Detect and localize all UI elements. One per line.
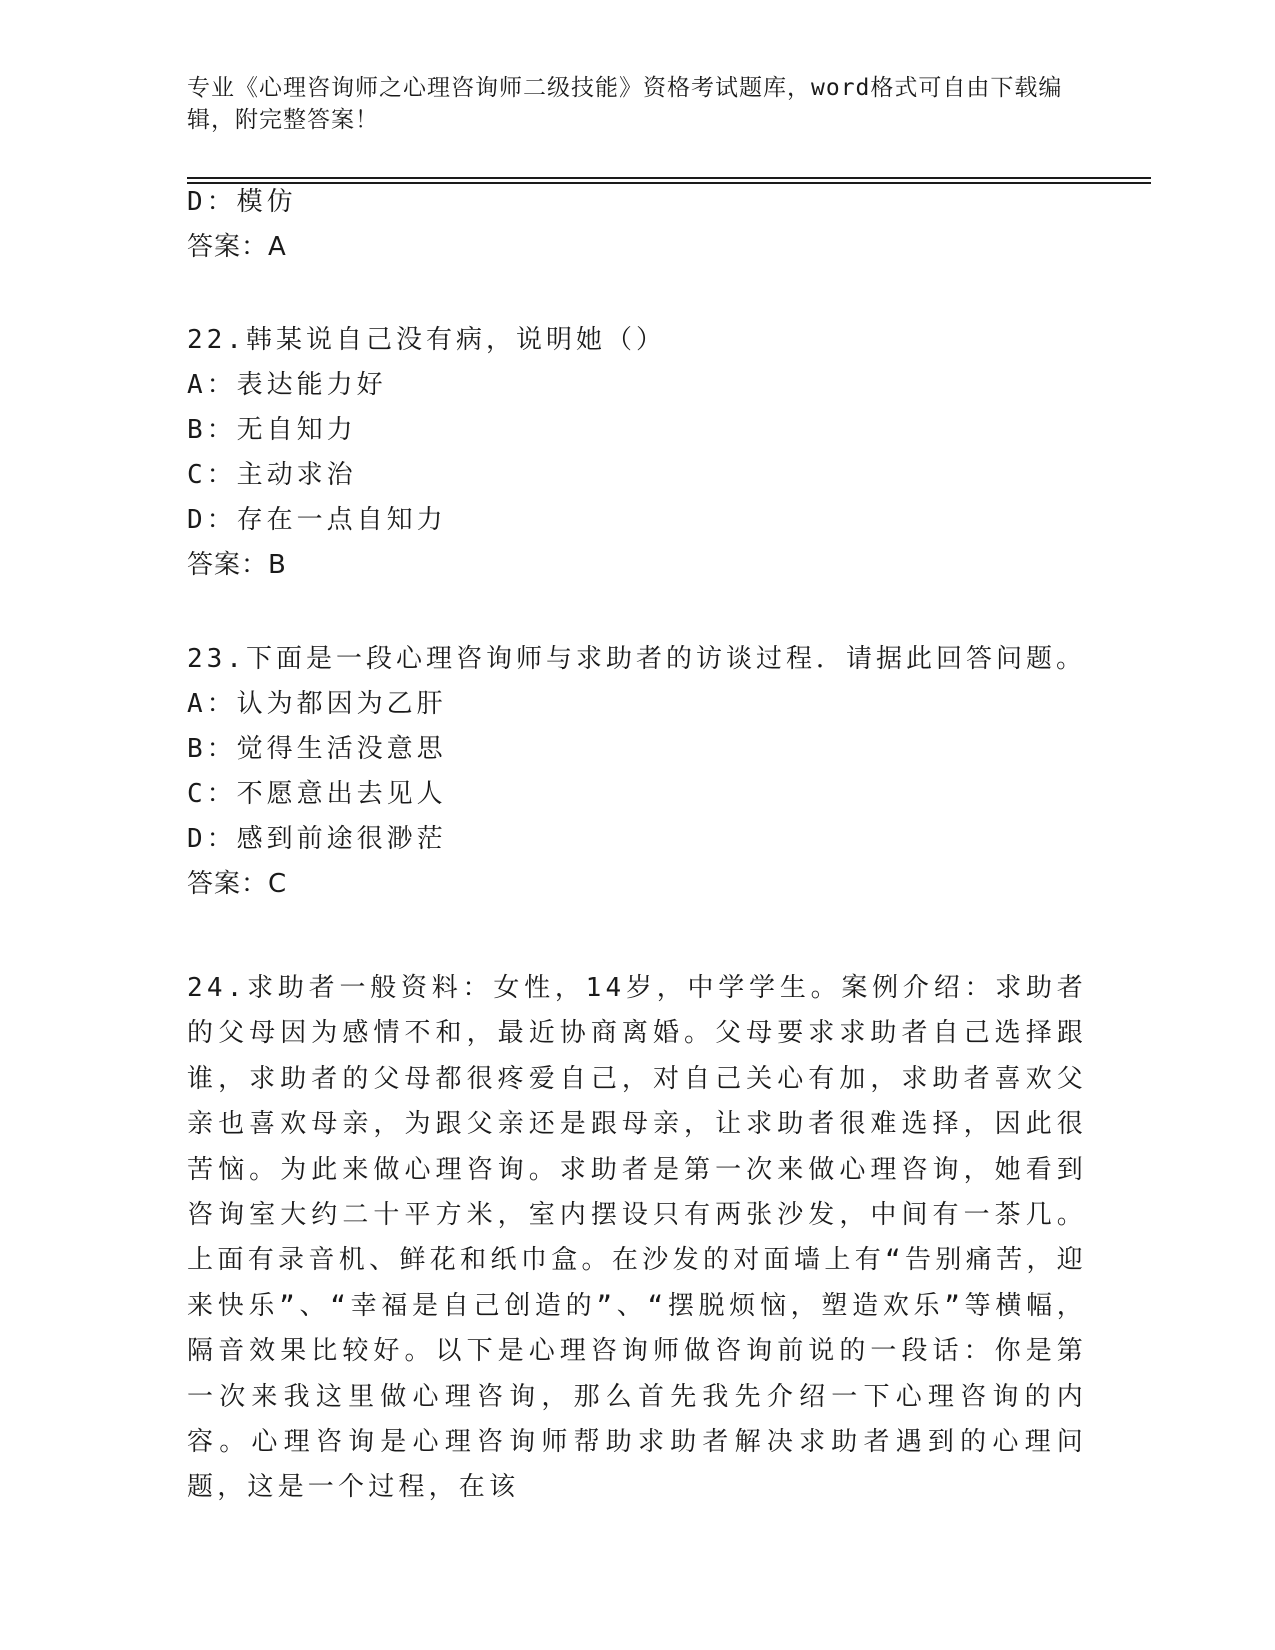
q23-option-b: B：觉得生活没意思 (187, 734, 447, 764)
q23-option-c: C：不愿意出去见人 (187, 779, 447, 809)
header-divider-top (187, 177, 1151, 179)
header-divider-bottom (187, 182, 1151, 184)
q23-option-d: D：感到前途很渺茫 (187, 824, 447, 854)
document-header: 专业《心理咨询师之心理咨询师二级技能》资格考试题库，word格式可自由下载编辑，附完整答案！ (187, 75, 1063, 133)
q21-answer: 答案：A (187, 232, 287, 262)
q24-case-paragraph: 24.求助者一般资料：女性，14岁，中学学生。案例介绍：求助者的父母因为感情不和，最近协商离婚。父母要求求助者自己选择跟谁，求助者的父母都很疼爱自己，对自己关心有加，求助者喜欢父亲也喜欢母亲，为跟父亲还是跟母亲，让求助者很难选择，因此很苦恼。为此来做心理咨询。求助者是第一次来做心理咨询，她看到咨询室大约二十平方米，室内摆设只有两张沙发，中间有一茶几。上面有录音机、鲜花和纸巾盒。在沙发的对面墙上有“告别痛苦，迎来快乐”、“幸福是自己创造的”、“摆脱烦恼，塑造欢乐”等横幅，隔音效果比较好。以下是心理咨询师做咨询前说的一段话：你是第一次来我这里做心理咨询，那么首先我先介绍一下心理咨询的内容。心理咨询是心理咨询师帮助求助者解决求助者遇到的心理问题，这是一个过程，在该 (187, 973, 1087, 1503)
q22-stem: 22.韩某说自己没有病，说明她（） (187, 325, 666, 355)
q23-stem: 23.下面是一段心理咨询师与求助者的访谈过程．请据此回答问题。 (187, 644, 1086, 674)
q22-option-c: C：主动求治 (187, 460, 357, 490)
q22-option-d: D：存在一点自知力 (187, 505, 447, 535)
q22-option-a: A：表达能力好 (187, 370, 387, 400)
q23-option-a: A：认为都因为乙肝 (187, 689, 447, 719)
q21-option-d: D：模仿 (187, 187, 297, 217)
q22-answer: 答案：B (187, 550, 287, 580)
q23-answer: 答案：C (187, 869, 288, 899)
q22-option-b: B：无自知力 (187, 415, 357, 445)
